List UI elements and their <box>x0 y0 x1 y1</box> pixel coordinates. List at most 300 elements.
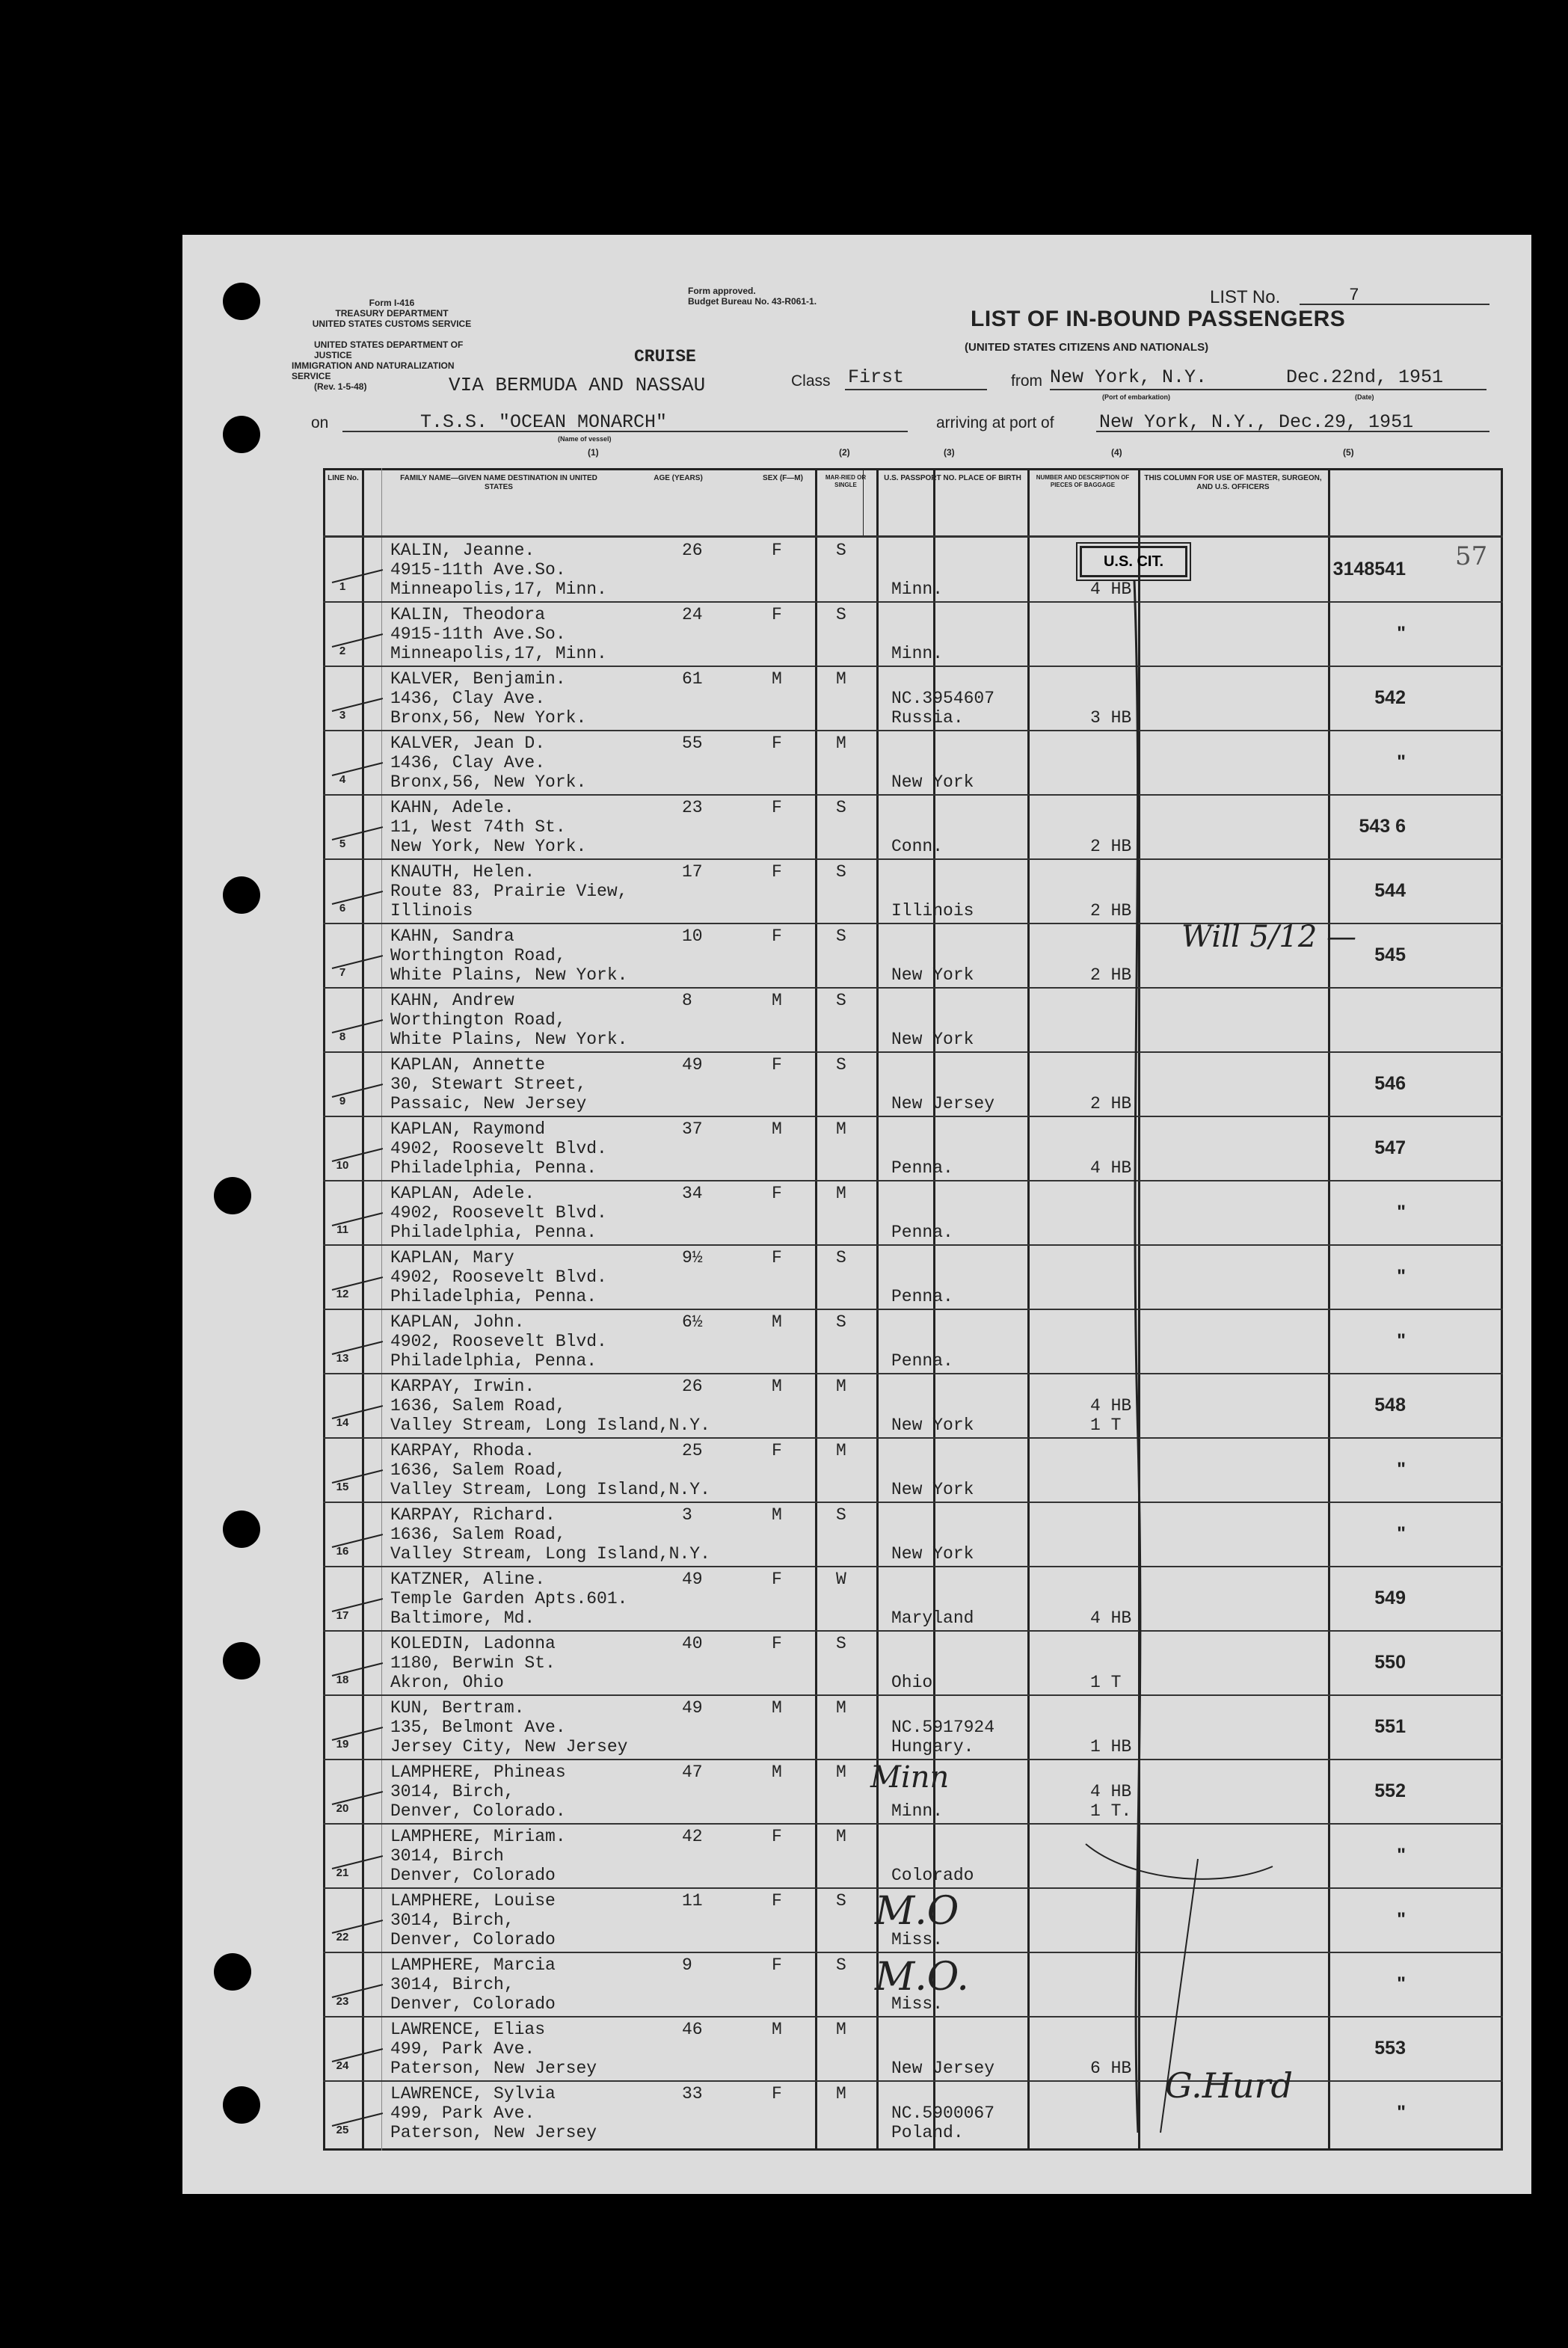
list-no-label: LIST No. <box>1210 287 1281 307</box>
passenger-name: KAPLAN, John. <box>390 1312 525 1332</box>
address-line-2: Bronx,56, New York. <box>390 772 587 792</box>
header-line: LINE No. <box>328 474 359 482</box>
justice-block <box>292 339 464 392</box>
form-approved: Form approved. <box>688 286 756 296</box>
place-of-birth: New York <box>891 965 974 985</box>
baggage-line-2: 1 T. <box>1090 1801 1132 1821</box>
passenger-age: 42 <box>682 1827 703 1846</box>
line-number: 22 <box>336 1931 349 1943</box>
officer-entry: 548 <box>1374 1395 1406 1416</box>
punch-hole <box>223 876 260 914</box>
baggage-line-2: 2 HB <box>1090 1094 1132 1113</box>
header-passport: U.S. PASSPORT NO. PLACE OF BIRTH <box>884 474 1021 482</box>
passenger-name: LAMPHERE, Miriam. <box>390 1827 566 1846</box>
passenger-name: LAMPHERE, Phineas <box>390 1762 566 1782</box>
passenger-sex: F <box>772 541 782 560</box>
place-of-birth: Miss. <box>891 1930 944 1949</box>
baggage-line-1: 4 HB <box>1090 1782 1132 1801</box>
passenger-age: 49 <box>682 1570 703 1589</box>
place-of-birth: Ohio <box>891 1673 933 1692</box>
officer-entry: " <box>1397 2102 1406 2123</box>
line-number: 7 <box>339 966 346 979</box>
officer-entry: " <box>1397 1909 1406 1930</box>
place-of-birth: New Jersey <box>891 1094 995 1113</box>
officer-entry: 544 <box>1374 880 1406 901</box>
place-of-birth: New Jersey <box>891 2059 995 2078</box>
passenger-sex: M <box>772 1698 782 1718</box>
baggage-line-2: 1 T <box>1090 1673 1122 1692</box>
line-number: 2 <box>339 645 346 657</box>
baggage-line-2: 6 HB <box>1090 2059 1132 2078</box>
address-line-1: 135, Belmont Ave. <box>390 1718 566 1737</box>
line-number: 4 <box>339 773 346 786</box>
date-caption: (Date) <box>1355 393 1374 401</box>
passenger-name: KALIN, Theodora <box>390 605 546 624</box>
passenger-sex: F <box>772 1055 782 1075</box>
marital-status: M <box>836 1441 846 1460</box>
line-number: 18 <box>336 1674 349 1686</box>
passenger-sex: F <box>772 862 782 882</box>
address-line-2: Philadelphia, Penna. <box>390 1287 597 1306</box>
marital-status: M <box>836 734 846 753</box>
passenger-age: 6½ <box>682 1312 703 1332</box>
justice-dept: UNITED STATES DEPARTMENT OF JUSTICE <box>314 339 464 360</box>
passenger-age: 34 <box>682 1184 703 1203</box>
passenger-age: 11 <box>682 1891 703 1911</box>
marital-status: S <box>836 862 846 882</box>
place-of-birth: Minn. <box>891 580 944 599</box>
passenger-age: 26 <box>682 541 703 560</box>
marital-status: S <box>836 605 846 624</box>
address-line-1: 3014, Birch <box>390 1846 504 1866</box>
passenger-name: KALVER, Benjamin. <box>390 669 566 689</box>
us-citizen-stamp: U.S. CIT. <box>1080 546 1187 577</box>
line-number: 6 <box>339 902 346 915</box>
address-line-2: Minneapolis,17, Minn. <box>390 580 607 599</box>
passenger-age: 9 <box>682 1955 692 1975</box>
address-line-2: Illinois <box>390 901 473 921</box>
baggage-line-2: 1 T <box>1090 1416 1122 1435</box>
baggage-line-2: 2 HB <box>1090 901 1132 921</box>
place-of-birth: Penna. <box>891 1287 953 1306</box>
baggage-line-2: 1 HB <box>1090 1737 1132 1757</box>
vessel-caption: (Name of vessel) <box>558 435 612 443</box>
list-no-underline <box>1300 304 1489 305</box>
passenger-name: LAWRENCE, Sylvia <box>390 2084 556 2103</box>
address-line-1: 499, Park Ave. <box>390 2103 535 2123</box>
passenger-age: 49 <box>682 1698 703 1718</box>
passenger-sex: F <box>772 1570 782 1589</box>
address-line-2: Valley Stream, Long Island,N.Y. <box>390 1416 710 1435</box>
address-line-1: Temple Garden Apts.601. <box>390 1589 628 1608</box>
officer-entry: 547 <box>1374 1137 1406 1158</box>
address-line-2: Baltimore, Md. <box>390 1608 535 1628</box>
baggage-line-2: 3 HB <box>1090 708 1132 728</box>
officer-entry: " <box>1397 1845 1406 1866</box>
passenger-sex: F <box>772 1184 782 1203</box>
place-of-birth: New York <box>891 1416 974 1435</box>
marital-status: S <box>836 1055 846 1075</box>
place-of-birth: New York <box>891 772 974 792</box>
passenger-name: KAPLAN, Adele. <box>390 1184 535 1203</box>
passenger-sex: F <box>772 926 782 946</box>
punch-hole <box>214 1953 251 1991</box>
passenger-sex: M <box>772 1119 782 1139</box>
marital-status: S <box>836 926 846 946</box>
marital-status: M <box>836 1698 846 1718</box>
baggage-line-1: 4 HB <box>1090 1396 1132 1416</box>
address-line-1: 11, West 74th St. <box>390 817 566 837</box>
officer-entry: " <box>1397 1459 1406 1480</box>
header-officers: THIS COLUMN FOR USE OF MASTER, SURGEON, AND U.S. OFFICERS <box>1144 474 1322 491</box>
officer-entry: 550 <box>1374 1652 1406 1673</box>
passenger-name: KNAUTH, Helen. <box>390 862 535 882</box>
passenger-sex: M <box>772 1505 782 1525</box>
address-line-2: Philadelphia, Penna. <box>390 1158 597 1178</box>
passenger-name: KOLEDIN, Ladonna <box>390 1634 556 1653</box>
punch-hole <box>223 283 260 320</box>
passenger-age: 37 <box>682 1119 703 1139</box>
officer-entry: " <box>1397 752 1406 772</box>
officer-entry: 543 6 <box>1359 816 1406 837</box>
address-line-2: Philadelphia, Penna. <box>390 1351 597 1371</box>
address-line-1: 3014, Birch, <box>390 1782 514 1801</box>
address-line-2: Denver, Colorado. <box>390 1801 566 1821</box>
marital-status: M <box>836 2020 846 2039</box>
officer-entry: " <box>1397 623 1406 644</box>
passenger-sex: M <box>772 669 782 689</box>
passenger-name: KALVER, Jean D. <box>390 734 546 753</box>
address-line-2: Denver, Colorado <box>390 1994 556 2014</box>
passenger-name: KAPLAN, Mary <box>390 1248 514 1267</box>
handwritten-signature: G.Hurd <box>1165 2065 1293 2106</box>
line-number: 25 <box>336 2124 349 2136</box>
treasury-dept: TREASURY DEPARTMENT <box>335 308 449 319</box>
passport-number: NC.5900067 <box>891 2103 995 2123</box>
marital-status: S <box>836 798 846 817</box>
passenger-sex: M <box>772 1762 782 1782</box>
passenger-sex: F <box>772 2084 782 2103</box>
class-label: Class <box>791 372 831 390</box>
col-num-1: (1) <box>588 447 599 458</box>
vessel-name: T.S.S. "OCEAN MONARCH" <box>420 411 668 433</box>
passenger-age: 10 <box>682 926 703 946</box>
passenger-age: 24 <box>682 605 703 624</box>
passenger-name: KARPAY, Irwin. <box>390 1377 535 1396</box>
passenger-sex: F <box>772 1248 782 1267</box>
marital-status: S <box>836 991 846 1010</box>
line-number: 17 <box>336 1609 349 1622</box>
passenger-name: LAMPHERE, Louise <box>390 1891 556 1911</box>
col-num-5: (5) <box>1343 447 1354 458</box>
officer-entry: 552 <box>1374 1780 1406 1801</box>
place-of-birth: Maryland <box>891 1608 974 1628</box>
page-mark: 57 <box>1455 541 1488 571</box>
address-line-2: Paterson, New Jersey <box>390 2059 597 2078</box>
address-line-1: 4902, Roosevelt Blvd. <box>390 1203 607 1223</box>
address-line-2: Denver, Colorado <box>390 1930 556 1949</box>
line-number: 11 <box>336 1223 348 1236</box>
port-caption: (Port of embarkation) <box>1102 393 1171 401</box>
form-id-block <box>295 298 489 329</box>
officer-entry: 553 <box>1374 2038 1406 2059</box>
handwritten-note: Will 5/12 — <box>1181 920 1357 954</box>
passenger-sex: F <box>772 798 782 817</box>
address-line-1: Worthington Road, <box>390 1010 566 1030</box>
marital-status: S <box>836 1248 846 1267</box>
passenger-name: KARPAY, Richard. <box>390 1505 556 1525</box>
place-of-birth: Minn. <box>891 1801 944 1821</box>
officer-entry: 545 <box>1374 944 1406 965</box>
address-line-2: Akron, Ohio <box>390 1673 504 1692</box>
address-line-1: 4915-11th Ave.So. <box>390 560 566 580</box>
passport-number: NC.5917924 <box>891 1718 995 1737</box>
budget-bureau: Budget Bureau No. 43-R061-1. <box>688 296 817 307</box>
customs-service: UNITED STATES CUSTOMS SERVICE <box>312 319 472 329</box>
officer-entry: 551 <box>1374 1716 1406 1737</box>
address-line-1: 3014, Birch, <box>390 1911 514 1930</box>
address-line-1: 4902, Roosevelt Blvd. <box>390 1139 607 1158</box>
address-line-1: 1436, Clay Ave. <box>390 753 546 772</box>
handwritten-mark: M.O. <box>875 1955 969 2000</box>
marital-status: S <box>836 1891 846 1911</box>
col-num-3: (3) <box>944 447 955 458</box>
col-num-4: (4) <box>1111 447 1122 458</box>
passenger-age: 26 <box>682 1377 703 1396</box>
route: VIA BERMUDA AND NASSAU <box>449 374 706 396</box>
passenger-sex: M <box>772 991 782 1010</box>
passenger-age: 17 <box>682 862 703 882</box>
baggage-line-2: 4 HB <box>1090 1608 1132 1628</box>
from-underline <box>1050 389 1486 390</box>
passenger-age: 3 <box>682 1505 692 1525</box>
passenger-name: KAPLAN, Raymond <box>390 1119 546 1139</box>
address-line-2: Valley Stream, Long Island,N.Y. <box>390 1544 710 1564</box>
marital-status: S <box>836 1955 846 1975</box>
line-number: 9 <box>339 1095 346 1107</box>
address-line-2: New York, New York. <box>390 837 587 856</box>
header-name: FAMILY NAME—GIVEN NAME DESTINATION IN UNITED STATES <box>400 474 597 491</box>
place-of-birth: Hungary. <box>891 1737 974 1757</box>
form-number: Form I-416 <box>369 298 415 308</box>
passenger-name: KALIN, Jeanne. <box>390 541 535 560</box>
passenger-age: 23 <box>682 798 703 817</box>
address-line-1: 499, Park Ave. <box>390 2039 535 2059</box>
punch-hole <box>223 2086 260 2124</box>
punch-hole <box>223 416 260 453</box>
officer-entry: " <box>1397 1330 1406 1351</box>
punch-hole <box>223 1510 260 1548</box>
address-line-1: 4902, Roosevelt Blvd. <box>390 1332 607 1351</box>
passenger-name: KAHN, Andrew <box>390 991 514 1010</box>
passenger-sex: F <box>772 605 782 624</box>
marital-status: M <box>836 669 846 689</box>
passenger-age: 49 <box>682 1055 703 1075</box>
line-number: 10 <box>336 1159 349 1172</box>
passenger-sex: F <box>772 1891 782 1911</box>
line-number: 8 <box>339 1030 346 1043</box>
passenger-name: KUN, Bertram. <box>390 1698 525 1718</box>
passenger-sex: M <box>772 2020 782 2039</box>
line-number: 14 <box>336 1416 349 1429</box>
officer-entry: " <box>1397 1202 1406 1223</box>
arrival-info: New York, N.Y., Dec.29, 1951 <box>1099 411 1414 433</box>
line-number: 19 <box>336 1738 349 1751</box>
address-line-2: Jersey City, New Jersey <box>390 1737 628 1757</box>
officer-entry: " <box>1397 1523 1406 1544</box>
address-line-2: Passaic, New Jersey <box>390 1094 587 1113</box>
ins-service: IMMIGRATION AND NATURALIZATION SERVICE <box>292 360 455 381</box>
baggage-line-2: 4 HB <box>1090 580 1132 599</box>
place-of-birth: Miss. <box>891 1994 944 2014</box>
header-married: MAR-RIED OR SINGLE <box>825 474 867 488</box>
marital-status: W <box>836 1570 846 1589</box>
address-line-2: Philadelphia, Penna. <box>390 1223 597 1242</box>
depart-date: Dec.22nd, 1951 <box>1286 366 1444 388</box>
address-line-1: 1636, Salem Road, <box>390 1525 566 1544</box>
line-number: 23 <box>336 1995 349 2008</box>
passenger-age: 8 <box>682 991 692 1010</box>
revision: (Rev. 1-5-48) <box>314 381 367 392</box>
header-age: AGE (YEARS) <box>654 474 703 482</box>
line-number: 24 <box>336 2059 349 2072</box>
baggage-line-2: 2 HB <box>1090 837 1132 856</box>
place-of-birth: New York <box>891 1030 974 1049</box>
passenger-age: 9½ <box>682 1248 703 1267</box>
baggage-line-2: 4 HB <box>1090 1158 1132 1178</box>
arriving-label: arriving at port of <box>936 414 1054 431</box>
on-label: on <box>311 414 329 431</box>
marital-status: M <box>836 1762 846 1782</box>
list-no-value: 7 <box>1349 286 1359 305</box>
officer-entry: 546 <box>1374 1073 1406 1094</box>
place-of-birth: Minn. <box>891 644 944 663</box>
line-number: 16 <box>336 1545 349 1558</box>
passenger-name: LAMPHERE, Marcia <box>390 1955 556 1975</box>
address-line-1: 1636, Salem Road, <box>390 1460 566 1480</box>
passenger-sex: M <box>772 1312 782 1332</box>
place-of-birth: Conn. <box>891 837 944 856</box>
passenger-age: 55 <box>682 734 703 753</box>
address-line-2: White Plains, New York. <box>390 1030 628 1049</box>
marital-status: S <box>836 1505 846 1525</box>
address-line-1: 4915-11th Ave.So. <box>390 624 566 644</box>
address-line-1: 1636, Salem Road, <box>390 1396 566 1416</box>
officer-entry: 549 <box>1374 1588 1406 1608</box>
address-line-2: Paterson, New Jersey <box>390 2123 597 2142</box>
handwritten-initials: Minn <box>870 1760 950 1795</box>
col-num-2: (2) <box>839 447 850 458</box>
marital-status: M <box>836 1377 846 1396</box>
document-title: LIST OF IN-BOUND PASSENGERS <box>971 307 1346 331</box>
address-line-1: 1436, Clay Ave. <box>390 689 546 708</box>
passport-number: NC.3954607 <box>891 689 995 708</box>
place-of-birth: Illinois <box>891 901 974 921</box>
officer-entry: 3148541 <box>1332 559 1406 580</box>
marital-status: M <box>836 1827 846 1846</box>
passenger-sex: F <box>772 1827 782 1846</box>
line-number: 21 <box>336 1866 349 1879</box>
line-number: 3 <box>339 709 346 722</box>
officer-entry: 542 <box>1374 687 1406 708</box>
line-number: 20 <box>336 1802 349 1815</box>
from-label: from <box>1011 372 1042 390</box>
address-line-2: White Plains, New York. <box>390 965 628 985</box>
officer-entry: " <box>1397 1973 1406 1994</box>
passenger-name: KAHN, Adele. <box>390 798 514 817</box>
cruise-label: CRUISE <box>634 347 696 366</box>
marital-status: M <box>836 1184 846 1203</box>
header-baggage: NUMBER AND DESCRIPTION OF PIECES OF BAGGAGE <box>1036 474 1130 488</box>
passenger-name: KARPAY, Rhoda. <box>390 1441 535 1460</box>
address-line-2: Valley Stream, Long Island,N.Y. <box>390 1480 710 1499</box>
place-of-birth: New York <box>891 1480 974 1499</box>
marital-status: S <box>836 1634 846 1653</box>
passenger-sex: F <box>772 1955 782 1975</box>
baggage-line-2: 2 HB <box>1090 965 1132 985</box>
place-of-birth: Penna. <box>891 1158 953 1178</box>
passenger-sex: F <box>772 1441 782 1460</box>
line-number: 12 <box>336 1288 349 1300</box>
line-number: 15 <box>336 1481 349 1493</box>
class-underline <box>845 389 987 390</box>
place-of-birth: Poland. <box>891 2123 964 2142</box>
passenger-name: KAHN, Sandra <box>390 926 514 946</box>
passenger-name: KATZNER, Aline. <box>390 1570 546 1589</box>
passenger-age: 47 <box>682 1762 703 1782</box>
passenger-sex: F <box>772 1634 782 1653</box>
address-line-1: Route 83, Prairie View, <box>390 882 628 901</box>
place-of-birth: Penna. <box>891 1223 953 1242</box>
passenger-age: 61 <box>682 669 703 689</box>
passenger-sex: M <box>772 1377 782 1396</box>
line-number: 13 <box>336 1352 349 1365</box>
header-sex: SEX (F—M) <box>763 474 803 482</box>
passenger-name: KAPLAN, Annette <box>390 1055 546 1075</box>
passenger-age: 25 <box>682 1441 703 1460</box>
address-line-2: Denver, Colorado <box>390 1866 556 1885</box>
approval-block <box>688 286 817 307</box>
address-line-1: 4902, Roosevelt Blvd. <box>390 1267 607 1287</box>
class-value: First <box>848 366 905 388</box>
passenger-table <box>323 468 1503 2151</box>
place-of-birth: Colorado <box>891 1866 974 1885</box>
passenger-age: 40 <box>682 1634 703 1653</box>
address-line-1: 30, Stewart Street, <box>390 1075 587 1094</box>
address-line-2: Bronx,56, New York. <box>390 708 587 728</box>
marital-status: M <box>836 2084 846 2103</box>
document-subtitle: (UNITED STATES CITIZENS AND NATIONALS) <box>965 341 1209 354</box>
marital-status: S <box>836 541 846 560</box>
line-number: 1 <box>339 580 346 593</box>
handwritten-mark: M.O <box>875 1889 959 1934</box>
punch-hole <box>223 1642 260 1679</box>
from-port: New York, N.Y. <box>1050 366 1208 388</box>
passenger-age: 33 <box>682 2084 703 2103</box>
marital-status: M <box>836 1119 846 1139</box>
marital-status: S <box>836 1312 846 1332</box>
address-line-1: 1180, Berwin St. <box>390 1653 556 1673</box>
place-of-birth: New York <box>891 1544 974 1564</box>
address-line-1: Worthington Road, <box>390 946 566 965</box>
punch-hole <box>214 1177 251 1214</box>
officer-entry: " <box>1397 1266 1406 1287</box>
address-line-1: 3014, Birch, <box>390 1975 514 1994</box>
line-number: 5 <box>339 838 346 850</box>
place-of-birth: Penna. <box>891 1351 953 1371</box>
passenger-sex: F <box>772 734 782 753</box>
passenger-age: 46 <box>682 2020 703 2039</box>
